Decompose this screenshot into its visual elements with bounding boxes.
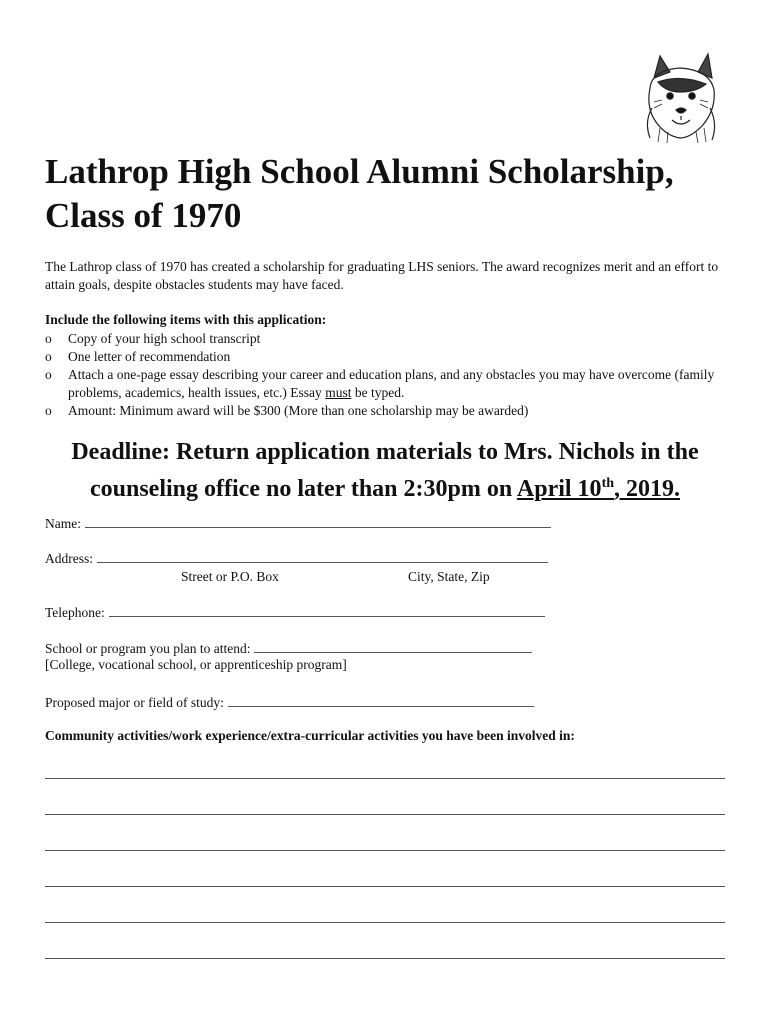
school-hint-row [45,656,347,674]
emphasis-must: must [325,385,352,400]
requirements-heading: Include the following items with this application: [45,312,327,327]
activities-line-5[interactable] [45,922,725,923]
title-line-1: Lathrop High School Alumni Scholarship, [45,152,674,191]
name-field-row [45,514,551,533]
page-title [45,150,735,238]
requirements-list [45,330,725,420]
name-label: Name: [45,516,81,531]
bullet-icon: o [45,367,52,382]
list-item [45,330,725,348]
major-label: Proposed major or field of study: [45,695,224,710]
list-item [45,366,725,402]
activities-line-3[interactable] [45,850,725,851]
activities-line-2[interactable] [45,814,725,815]
deadline-line-2: counseling office no later than 2:30pm on [89,476,517,502]
telephone-field-row [45,603,545,622]
school-field[interactable] [254,639,532,653]
list-item-text-end: be typed. [351,385,405,400]
address-sub-city: City, State, Zip [408,569,490,584]
address-label: Address: [45,551,93,566]
community-heading: Community activities/work experience/extra-curricular activities you have been involved in: [45,728,575,743]
deadline-date-main: April 10 [516,476,602,502]
name-field[interactable] [85,514,551,528]
major-field-row [45,693,534,712]
deadline-date [517,476,680,502]
list-item-text: Copy of your high school transcript [68,331,261,346]
husky-dog-mascot-icon [640,48,722,144]
activities-line-4[interactable] [45,886,725,887]
address-field-row [45,549,548,568]
bullet-icon: o [45,403,52,418]
address-field[interactable] [97,549,548,563]
activities-line-1[interactable] [45,778,725,779]
deadline-date-year: , 2019. [614,476,681,502]
major-field[interactable] [228,693,534,707]
activities-line-6[interactable] [45,958,725,959]
list-item [45,348,725,366]
list-item [45,402,725,420]
list-item-text: Attach a one-page essay describing your career and education plans, and any obstacles you may have overcome (family problems, academics, health issues, etc.) Essay [68,367,715,400]
school-hint: [College, vocational school, or apprenticeship program] [45,657,347,672]
deadline-date-suffix: th [601,476,615,491]
telephone-label: Telephone: [45,605,105,620]
address-sub-street: Street or P.O. Box [181,569,279,584]
title-line-2: Class of 1970 [45,196,242,235]
intro-paragraph: The Lathrop class of 1970 has created a scholarship for graduating LHS seniors. The award recognizes merit and an effort to attain goals, despite obstacles students may have faced. [45,259,719,292]
telephone-field[interactable] [109,603,545,617]
deadline-line-1: Deadline: Return application materials to Mrs. Nichols in the [71,439,699,465]
list-item-text: One letter of recommendation [68,349,231,364]
bullet-icon: o [45,331,52,346]
school-label: School or program you plan to attend: [45,641,251,656]
deadline-notice [40,437,730,505]
bullet-icon: o [45,349,52,364]
list-item-text: Amount: Minimum award will be $300 (More than one scholarship may be awarded) [68,403,529,418]
